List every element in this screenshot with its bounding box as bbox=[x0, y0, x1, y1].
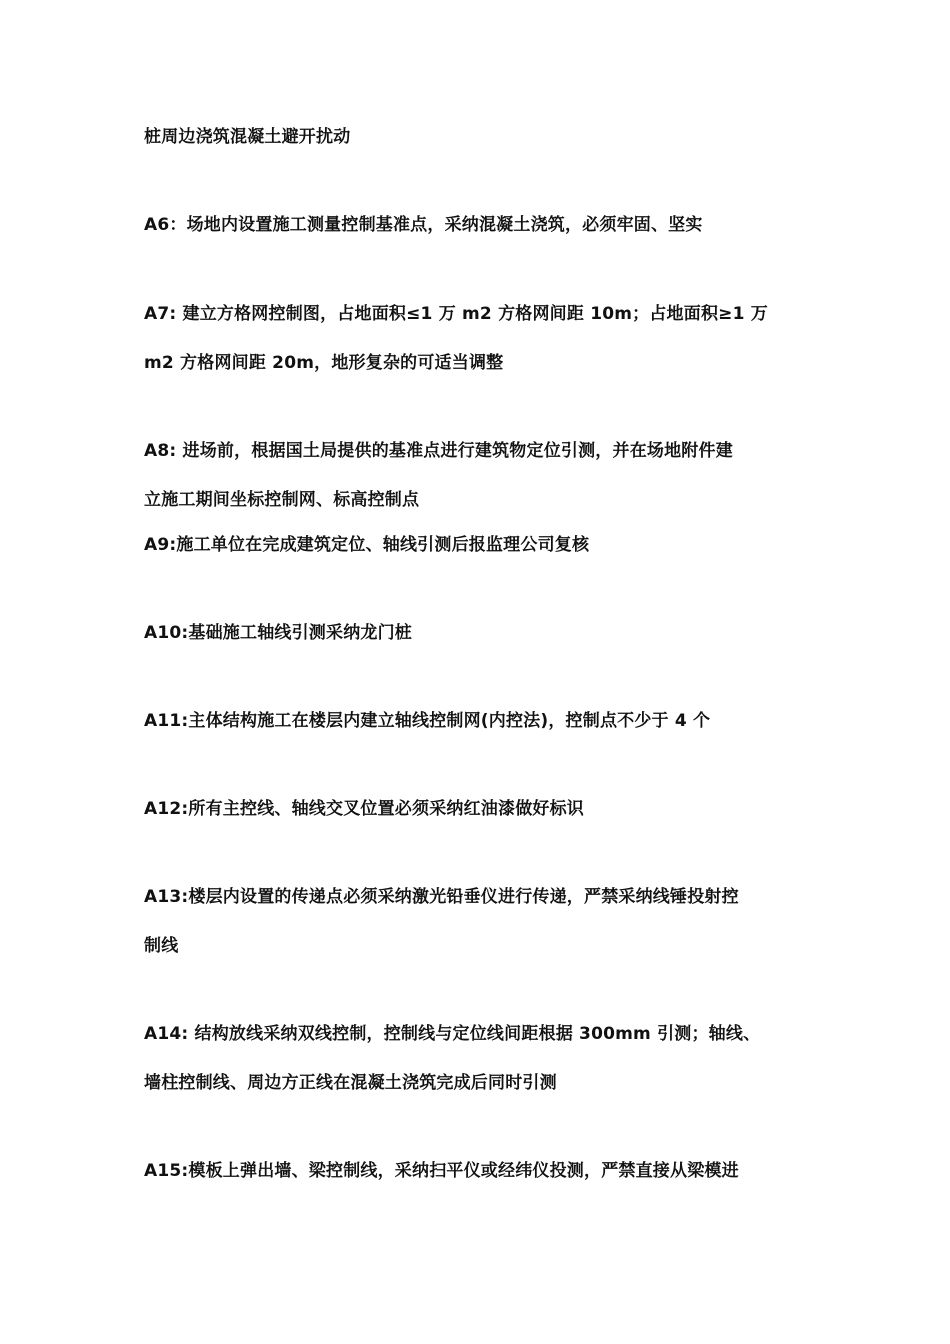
text-line-a6: A6：场地内设置施工测量控制基准点，采纳混凝土浇筑，必须牢固、坚实 bbox=[144, 215, 703, 235]
text-line-a7: A7: 建立方格网控制图，占地面积≤1 万 m2 方格网间距 10m；占地面积≥1 万 bbox=[144, 304, 768, 324]
text-line-a15: A15:模板上弹出墙、梁控制线，采纳扫平仪或经纬仪投测，严禁直接从梁模进 bbox=[144, 1161, 739, 1181]
text-line-a9: A9:施工单位在完成建筑定位、轴线引测后报监理公司复核 bbox=[144, 535, 590, 555]
text-line-a10: A10:基础施工轴线引测采纳龙门桩 bbox=[144, 623, 413, 643]
text-line-a12: A12:所有主控线、轴线交叉位置必须采纳红油漆做好标识 bbox=[144, 799, 585, 819]
text-line-a14-cont: 墙柱控制线、周边方正线在混凝土浇筑完成后同时引测 bbox=[144, 1073, 557, 1093]
text-line-a8-cont: 立施工期间坐标控制网、标高控制点 bbox=[144, 490, 420, 510]
text-line-a14: A14: 结构放线采纳双线控制，控制线与定位线间距根据 300mm 引测；轴线、 bbox=[144, 1024, 761, 1044]
text-line-1: 桩周边浇筑混凝土避开扰动 bbox=[144, 127, 351, 147]
text-line-a7-cont: m2 方格网间距 20m，地形复杂的可适当调整 bbox=[144, 353, 504, 373]
text-line-a13: A13:楼层内设置的传递点必须采纳激光铅垂仪进行传递，严禁采纳线锤投射控 bbox=[144, 887, 739, 907]
text-line-a8: A8: 进场前，根据国土局提供的基准点进行建筑物定位引测，并在场地附件建 bbox=[144, 441, 733, 461]
text-line-a11: A11:主体结构施工在楼层内建立轴线控制网(内控法)，控制点不少于 4 个 bbox=[144, 711, 711, 731]
text-line-a13-cont: 制线 bbox=[144, 936, 179, 956]
